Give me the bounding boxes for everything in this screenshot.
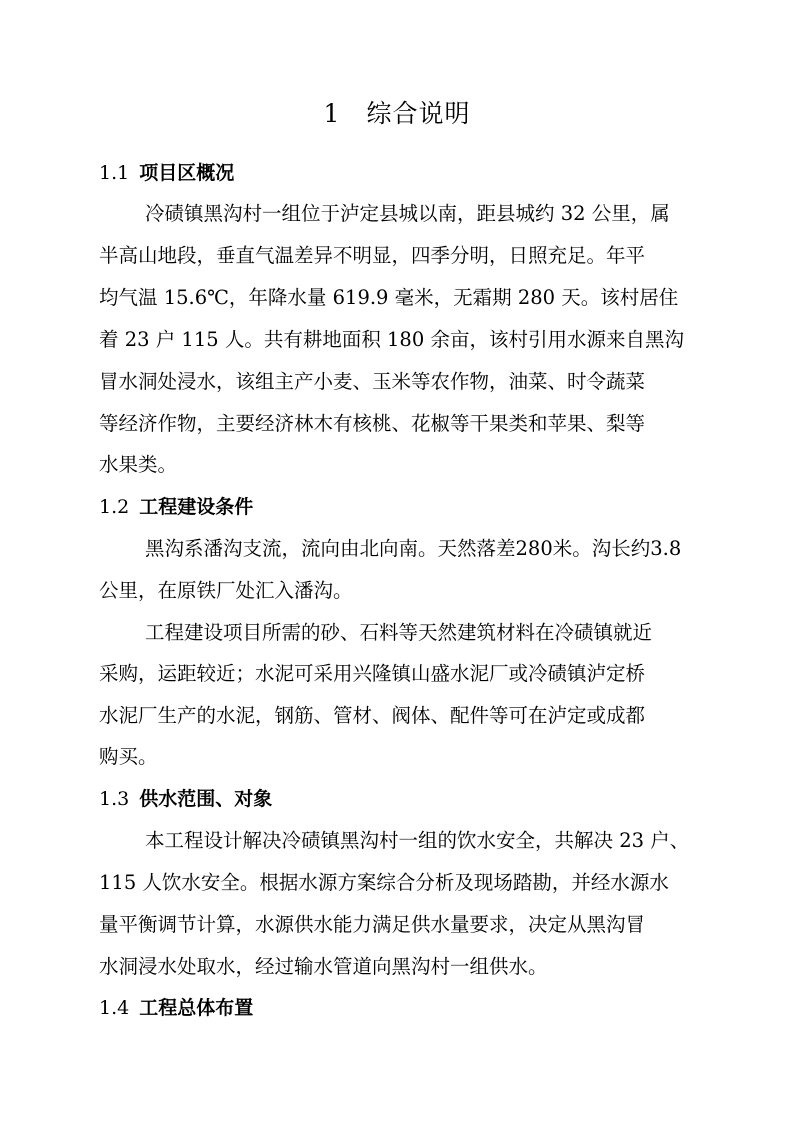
section-heading-1-3	[99, 785, 272, 813]
section-heading-1-1	[99, 159, 234, 187]
section-heading-1-4	[99, 994, 253, 1022]
section-number: 1.2	[99, 496, 130, 518]
section-number: 1.3	[99, 788, 130, 810]
paragraph-line: 均气温 15.6℃，年降水量 619.9 毫米，无霜期 280 天。该村居住	[99, 286, 679, 309]
paragraph-line: 水果类。	[99, 453, 178, 476]
paragraph-line: 等经济作物，主要经济林木有核桃、花椒等干果类和苹果、梨等	[99, 412, 646, 435]
paragraph-line: 本工程设计解决冷碛镇黑沟村一组的饮水安全，共解决 23 户、	[145, 829, 690, 852]
paragraph-line: 购买。	[99, 745, 158, 768]
paragraph-line: 115 人饮水安全。根据水源方案综合分析及现场踏勘，并经水源水	[99, 871, 669, 894]
paragraph-line: 工程建设项目所需的砂、石料等天然建筑材料在冷碛镇就近	[145, 621, 653, 644]
section-title: 项目区概况	[139, 162, 235, 184]
paragraph-line: 采购，运距较近；水泥可采用兴隆镇山盛水泥厂或冷碛镇泸定桥	[99, 662, 646, 685]
chapter-title-text: 综合说明	[366, 99, 471, 128]
paragraph-line: 半高山地段，垂直气温差异不明显，四季分明，日照充足。年平	[99, 244, 646, 267]
section-heading-1-2	[99, 493, 253, 521]
paragraph-line: 黑沟系潘沟支流，流向由北向南。天然落差280米。沟长约3.8	[145, 537, 682, 560]
section-title: 供水范围、对象	[139, 788, 273, 810]
chapter-number: 1	[323, 99, 341, 128]
paragraph-line: 公里，在原铁厂处汇入潘沟。	[99, 579, 353, 602]
paragraph-line: 冷碛镇黑沟村一组位于泸定县城以南，距县城约 32 公里，属	[145, 202, 670, 225]
paragraph-line: 水泥厂生产的水泥，钢筋、管材、阀体、配件等可在泸定或成都	[99, 704, 646, 727]
paragraph-line: 量平衡调节计算，水源供水能力满足供水量要求，决定从黑沟冒	[99, 913, 646, 936]
chapter-title	[0, 96, 794, 132]
section-title: 工程建设条件	[139, 496, 254, 518]
section-number: 1.4	[99, 997, 130, 1019]
section-number: 1.1	[99, 162, 130, 184]
paragraph-line: 着 23 户 115 人。共有耕地面积 180 余亩，该村引用水源来自黑沟	[99, 328, 684, 351]
paragraph-line: 冒水洞处浸水，该组主产小麦、玉米等农作物，油菜、时令蔬菜	[99, 370, 646, 393]
paragraph-line: 水洞浸水处取水，经过输水管道向黑沟村一组供水。	[99, 955, 548, 978]
section-title: 工程总体布置	[139, 997, 254, 1019]
